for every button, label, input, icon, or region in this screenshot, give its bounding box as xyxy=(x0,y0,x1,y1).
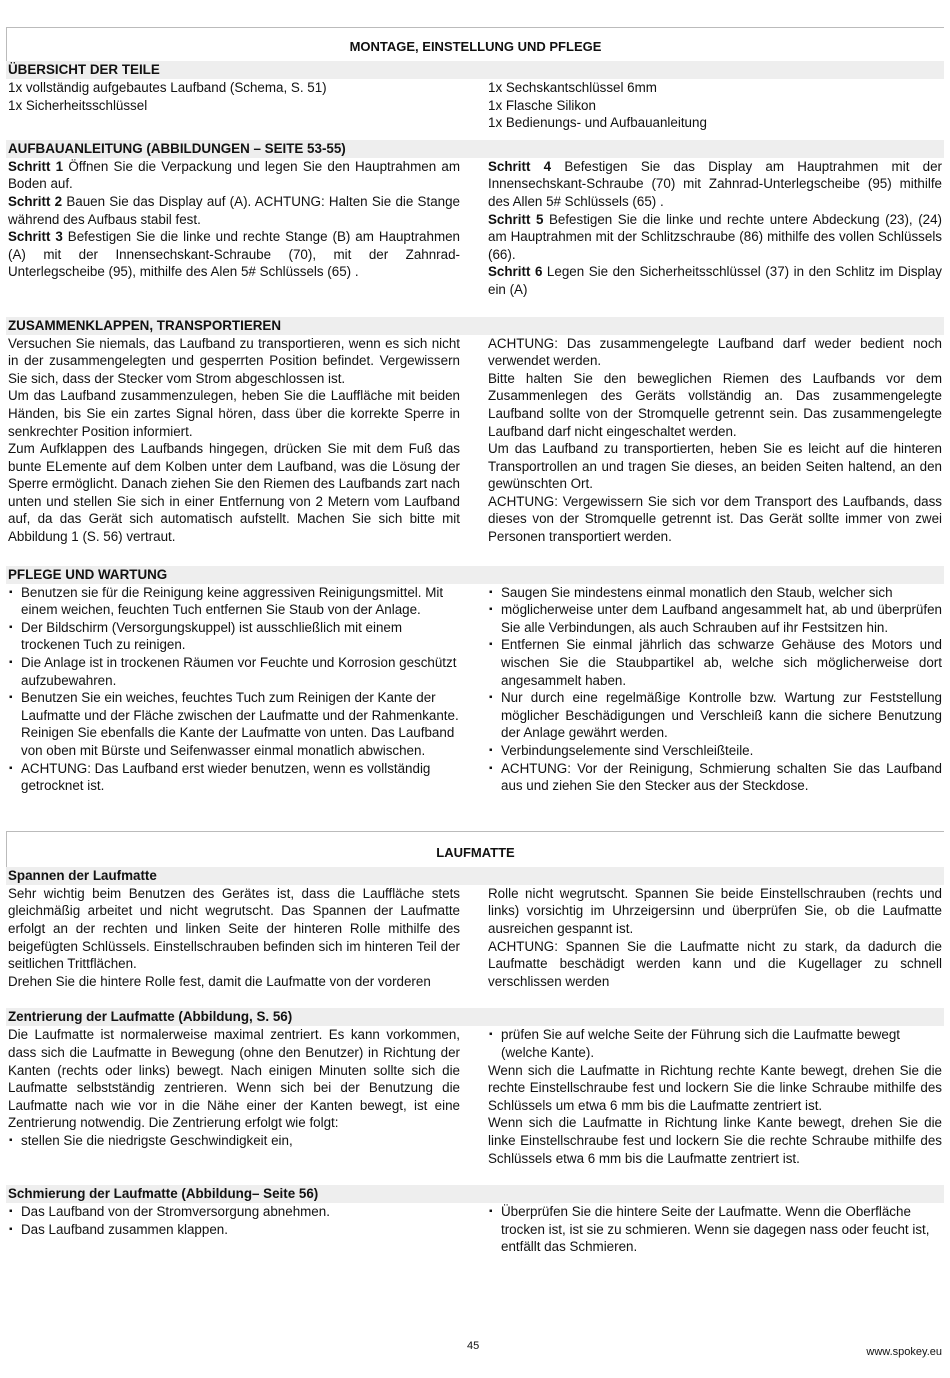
bullet-icon: ▪ xyxy=(9,1223,13,1235)
list-item: ▪ Der Bildschirm (Versorgungskuppel) ist ausschließlich mit einem trockenen Tuch zu reinigen. xyxy=(9,619,403,653)
assembly-right xyxy=(486,158,944,299)
centering-list xyxy=(8,1132,460,1150)
heading-centering: Zentrierung der Laufmatte (Abbildung, S. 56) xyxy=(6,1008,944,1026)
care-left xyxy=(6,584,462,795)
centering-paragraph: Die Laufmatte ist normalerweise maximal zentriert. Es kann vorkommen, dass sich die Laufmatte in Bewegung (ohne den Benutzer) in Richtung der Kanten (rechts oder links) bewegt. Nach einigen Minuten sollte sich die Laufmatte selbstständig zentrieren. Wenn sich bei der Benutzung die Laufmatte nach wie vor in die Nähe einer der Kanten bewegt, ist eine Zentrierung notwendig. Die Zentrierung erfolgt wie folgt: xyxy=(8,1027,460,1131)
centering-columns xyxy=(6,1026,944,1167)
tension-paragraph: ACHTUNG: Spannen Sie die Laufmatte nicht zu stark, da dadurch die Laufmatte beschädigt werden kann und die Kugellager zu schnell verschlissen werden xyxy=(488,938,942,989)
care-list xyxy=(8,584,460,795)
step-text: Öffnen Sie die Verpackung und legen Sie den Hauptrahmen am Boden auf. xyxy=(8,158,460,192)
overview-columns xyxy=(6,79,944,132)
list-item: ▪ Überprüfen Sie die hintere Seite der Laufmatte. Wenn die Oberfläche trocken ist, ist sie zu schmieren. Wenn sie dagegen nass oder feucht ist, entfällt das Schmieren. xyxy=(489,1204,930,1255)
heading-overview: ÜBERSICHT DER TEILE xyxy=(6,61,944,79)
folding-columns xyxy=(6,335,944,546)
step-text: Befestigen Sie die linke und rechte Stange (B) am Hauptrahmen (A) mit der Innensechskant-Schraube (70), mit der Zahnrad-Unterlegscheibe (95), mithilfe des Alen 5# Schlüssels (65) . xyxy=(8,229,460,280)
folding-paragraph: ACHTUNG: Vergewissern Sie sich vor dem Transport des Laufbands, dass dieses von der Stromquelle getrennt ist. Das Gerät sollte immer von zwei Personen transportiert werden. xyxy=(488,493,942,545)
bullet-icon: ▪ xyxy=(9,586,13,598)
assembly-step xyxy=(488,263,942,298)
assembly-step xyxy=(488,158,942,211)
step-label: Schritt 2 xyxy=(8,193,63,209)
step-text: Bauen Sie das Display auf (A). ACHTUNG: Halten Sie die Stange während des Aufbaus stabil fest. xyxy=(8,193,460,227)
care-right xyxy=(486,584,944,795)
tension-paragraph: Drehen Sie die hintere Rolle fest, damit die Laufmatte von der vorderen xyxy=(8,973,431,989)
bullet-icon: ▪ xyxy=(9,1134,13,1146)
list-item: ▪ Das Laufband von der Stromversorgung abnehmen. xyxy=(9,1204,330,1220)
bullet-icon: ▪ xyxy=(489,762,493,774)
overview-item: 1x vollständig aufgebautes Laufband (Schema, S. 51) xyxy=(8,80,327,95)
step-label: Schritt 5 xyxy=(488,211,544,227)
assembly-step xyxy=(488,211,942,264)
folding-paragraph: Zum Aufklappen des Laufbands hingegen, drücken Sie mit dem Fuß das bunte ELemente auf dem Kolben unter dem Laufband, was die Lösung der Sperre ermöglicht. Danach ziehen Sie den Riemen des Laufbands zart nach unten und stellen Sie sich in einer Entfernung von 2 Metern vom Laufband auf, da das Gerät sich automatisch aufstellt. Machen Sie sich bitte mit Abbildung 1 (S. 56) vertraut. xyxy=(8,441,460,545)
care-columns xyxy=(6,584,944,795)
tension-right xyxy=(486,885,944,991)
bullet-icon: ▪ xyxy=(489,692,493,704)
tension-paragraph: Sehr wichtig beim Benutzen des Gerätes ist, dass die Lauffläche stets gleichmäßig arbeitet und nicht wegrutscht. Das Spannen der Laufmatte erfolgt an der rechten und linken Seite der hinteren Rolle mithilfe des beigefügten Schlüssels. Einstellschrauben befinden sich im hinteren Teil der seitlichen Trittflächen. xyxy=(8,885,460,972)
list-item: ▪ Entfernen Sie einmal jährlich das schwarze Gehäuse des Motors und wischen Sie die Staubpartikel ab, welche sich möglicherweise dort angesammelt haben. xyxy=(489,637,942,688)
bullet-icon: ▪ xyxy=(489,639,493,651)
list-item: ▪ Saugen Sie mindestens einmal monatlich den Staub, welcher sich xyxy=(489,584,893,600)
centering-paragraph: Wenn sich die Laufmatte in Richtung linke Kante bewegt, drehen Sie die linke Einstellschraube fest und lockern Sie die rechte Schraube mithilfe des Schlüssels etwa 6 mm bis die Laufmatte zentriert ist. xyxy=(488,1115,942,1166)
step-text: Befestigen Sie die linke und rechte untere Abdeckung (23), (24) am Hauptrahmen mit der Schlitzschraube (86) mithilfe des vollen Schlüssels (66). xyxy=(488,211,943,262)
list-item: ▪ ACHTUNG: Vor der Reinigung, Schmierung schalten Sie das Laufband aus und ziehen Sie den Stecker aus der Steckdose. xyxy=(489,760,942,794)
assembly-step xyxy=(8,158,460,193)
centering-left xyxy=(6,1026,462,1167)
overview-item: 1x Bedienungs- und Aufbauanleitung xyxy=(488,115,707,131)
bullet-icon: ▪ xyxy=(9,1206,13,1218)
overview-item: 1x Sicherheitsschlüssel xyxy=(8,97,148,113)
list-item: ▪ möglicherweise unter dem Laufband angesammelt hat, ab und überprüfen Sie alle Verbindungen, als auch Schrauben auf ihr Festsitzen hin. xyxy=(489,602,942,635)
step-text: Befestigen Sie das Display am Hauptrahmen mit der Innensechskant-Schraube (70) mit Zahnrad-Unterlegscheibe (95) mithilfe des Allen 5# Schlüssels (65) . xyxy=(488,158,942,209)
bullet-icon: ▪ xyxy=(9,692,13,704)
list-item: ▪ ACHTUNG: Das Laufband erst wieder benutzen, wenn es vollständig getrocknet ist. xyxy=(9,760,431,794)
folding-paragraph: Um das Laufband zusammenzulegen, heben Sie die Lauffläche mit beiden Händen, bis Sie ein zartes Signal hören, dass über die korrekte Sperre in senkrechter Position informiert. xyxy=(8,388,460,439)
folding-paragraph: Versuchen Sie niemals, das Laufband zu transportieren, wenn es sich nicht in der zusammengelegten und gesperrten Position befindet. Vergewissern Sie sich, dass der Stecker vom Strom abgeschlossen ist. xyxy=(8,335,460,386)
lubrication-left xyxy=(6,1203,462,1256)
list-item: ▪ Das Laufband zusammen klappen. xyxy=(9,1221,228,1237)
tension-left xyxy=(6,885,462,991)
list-item: ▪ Nur durch eine regelmäßige Kontrolle bzw. Wartung zur Feststellung möglicher Beschädigungen und Verschleiß kann die sichere Benutzung der Anlage gewährt werden. xyxy=(489,690,942,741)
centering-paragraph: Wenn sich die Laufmatte in Richtung rechte Kante bewegt, drehen Sie die rechte Einstellschraube fest und lockern Sie die linke Schraube mithilfe des Schlüssels um etwa 6 mm bis die Laufmatte zentriert ist. xyxy=(488,1062,942,1113)
heading-care: PFLEGE UND WARTUNG xyxy=(6,566,944,584)
bullet-icon: ▪ xyxy=(489,604,493,616)
list-item: ▪ Benutzen sie für die Reinigung keine aggressiven Reinigungsmittel. Mit einem weichen, feuchten Tuch entfernen Sie Staub von der Anlage. xyxy=(9,584,444,618)
list-item: ▪ stellen Sie die niedrigste Geschwindigkeit ein, xyxy=(9,1132,293,1148)
bullet-icon: ▪ xyxy=(489,1029,493,1041)
folding-right xyxy=(486,335,944,546)
centering-list xyxy=(488,1026,942,1061)
overview-left xyxy=(6,79,462,132)
assembly-left xyxy=(6,158,462,299)
heading-folding: ZUSAMMENKLAPPEN, TRANSPORTIEREN xyxy=(6,317,944,335)
step-label: Schritt 3 xyxy=(8,229,63,245)
overview-right xyxy=(486,79,944,132)
folding-paragraph: Bitte halten Sie den beweglichen Riemen des Laufbands vor dem Zusammenlegen des Geräts vollständig an. Das zusammengelegte Laufband sollte von der Stromquelle getrennt sein. Das zusammengelegte Laufband darf nicht eingeschaltet werden. xyxy=(488,370,942,439)
step-label: Schritt 4 xyxy=(488,158,552,174)
bullet-icon: ▪ xyxy=(9,621,13,633)
centering-right xyxy=(486,1026,944,1167)
section-title-laufmatte: LAUFMATTE xyxy=(6,831,944,867)
step-label: Schritt 1 xyxy=(8,158,64,174)
heading-tension: Spannen der Laufmatte xyxy=(6,867,944,885)
list-item: ▪ Benutzen Sie ein weiches, feuchtes Tuch zum Reinigen der Kante der Laufmatte und der Fläche zwischen der Laufmatte und der Rahmenkante. Reinigen Sie ebenfalls die Kante der Laufmatte von unten. Das Laufband von oben mit Bürste und Seifenwasser einmal monatlich abwischen. xyxy=(9,690,459,758)
assembly-step xyxy=(8,193,460,228)
list-item: ▪ prüfen Sie auf welche Seite der Führung sich die Laufmatte bewegt (welche Kante). xyxy=(489,1027,900,1060)
assembly-columns xyxy=(6,158,944,299)
tension-columns xyxy=(6,885,944,991)
heading-assembly: AUFBAUANLEITUNG (ABBILDUNGEN – SEITE 53-55) xyxy=(6,140,944,158)
folding-paragraph: ACHTUNG: Das zusammengelegte Laufband darf weder bedient noch verwendet werden. xyxy=(488,335,942,369)
website-link[interactable]: www.spokey.eu xyxy=(866,1346,942,1358)
tension-paragraph: Rolle nicht wegrutscht. Spannen Sie beide Einstellschrauben (rechts und links) vorsichtig im Uhrzeigersinn und überprüfen Sie, ob die Laufmatte ausreichen gespannt ist. xyxy=(488,885,942,936)
list-item: ▪ Verbindungselemente sind Verschleißteile. xyxy=(489,743,754,758)
bullet-icon: ▪ xyxy=(9,762,13,774)
page-number: 45 xyxy=(467,1340,480,1352)
lubrication-right xyxy=(486,1203,944,1256)
lubrication-list xyxy=(8,1203,460,1238)
bullet-icon: ▪ xyxy=(489,745,493,756)
bullet-icon: ▪ xyxy=(489,1206,493,1218)
step-text: Legen Sie den Sicherheitsschlüssel (37) in den Schlitz im Display ein (A) xyxy=(488,264,943,297)
step-label: Schritt 6 xyxy=(488,264,543,280)
lubrication-columns xyxy=(6,1203,944,1256)
assembly-step xyxy=(8,228,460,281)
heading-lubrication: Schmierung der Laufmatte (Abbildung– Seite 56) xyxy=(6,1185,944,1203)
overview-item: 1x Flasche Silikon xyxy=(488,97,596,113)
list-item: ▪ Die Anlage ist in trockenen Räumen vor Feuchte und Korrosion geschützt aufzubewahren. xyxy=(9,655,457,688)
page xyxy=(6,27,944,1256)
section-title-montage: MONTAGE, EINSTELLUNG UND PFLEGE xyxy=(6,27,944,61)
bullet-icon: ▪ xyxy=(9,657,13,669)
care-list xyxy=(488,584,942,795)
overview-item: 1x Sechskantschlüssel 6mm xyxy=(488,80,657,95)
bullet-icon: ▪ xyxy=(489,586,493,598)
lubrication-list xyxy=(488,1203,942,1256)
folding-paragraph: Um das Laufband zu transportierten, heben Sie es leicht auf die hinteren Transportrollen an und tragen Sie dieses, an beiden Seiten haltend, an den gewünschten Ort. xyxy=(488,441,942,492)
folding-left xyxy=(6,335,462,546)
